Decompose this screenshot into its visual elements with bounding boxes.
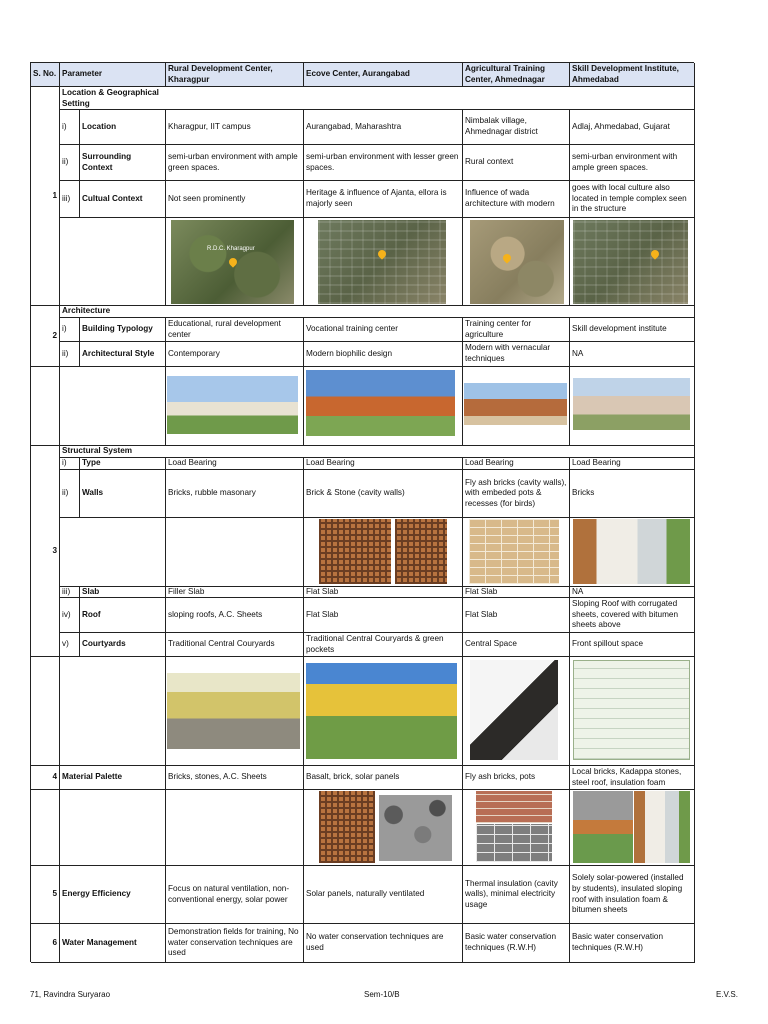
image-cell — [304, 657, 463, 766]
image-cell — [570, 657, 695, 766]
site-map-ahmedabad — [573, 220, 688, 304]
wall-photo-ahmedabad — [573, 519, 690, 584]
row-value: Fly ash bricks (cavity walls), with embeded pots & recesses (for birds) — [463, 470, 570, 518]
row-value: Basic water conservation techniques (R.W.H) — [463, 924, 570, 963]
image-cell — [166, 790, 304, 866]
header-parameter: Parameter — [60, 63, 166, 87]
footer-subject: E.V.S. — [716, 990, 738, 999]
row-index: ii) — [60, 470, 80, 518]
row-index: ii) — [60, 145, 80, 181]
site-map-aurangabad — [318, 220, 446, 304]
material-photo-fly-ash-bricks — [476, 791, 552, 823]
image-cell — [166, 367, 304, 446]
header-sno: S. No. — [31, 63, 60, 87]
row-value: Educational, rural development center — [166, 318, 304, 342]
row-value: Flat Slab — [304, 598, 463, 633]
image-row-spacer — [31, 367, 60, 446]
header-case-3: Agricultural Training Center, Ahmednagar — [463, 63, 570, 87]
row-value: Skill development institute — [570, 318, 695, 342]
row-value: Aurangabad, Maharashtra — [304, 110, 463, 145]
map-pin-icon — [376, 248, 387, 259]
section-3-title-filler — [166, 446, 695, 458]
row-index: ii) — [60, 342, 80, 367]
section-4-number: 4 — [31, 766, 60, 790]
row-label: Architectural Style — [80, 342, 166, 367]
row-value: Demonstration fields for training, No water conservation techniques are used — [166, 924, 304, 963]
row-value: Central Space — [463, 633, 570, 657]
row-value: Contemporary — [166, 342, 304, 367]
courtyard-photo-kharagpur — [167, 673, 300, 749]
row-index: i) — [60, 110, 80, 145]
image-cell — [463, 518, 570, 587]
row-value: Kharagpur, IIT campus — [166, 110, 304, 145]
image-cell — [304, 790, 463, 866]
section-2-title-filler — [166, 306, 695, 318]
row-value: Thermal insulation (cavity walls), minimal electricity usage — [463, 866, 570, 924]
row-index: iii) — [60, 587, 80, 598]
row-label: Material Palette — [60, 766, 166, 790]
row-label: Roof — [80, 598, 166, 633]
section-2-title: Architecture — [60, 306, 166, 318]
row-value: Front spillout space — [570, 633, 695, 657]
material-photo-brick-screen — [319, 791, 375, 863]
building-photo-aurangabad — [306, 370, 455, 436]
row-value: Sloping Roof with corrugated sheets, covered with bitumen sheets above — [570, 598, 695, 633]
row-value: Load Bearing — [166, 458, 304, 470]
image-row-spacer — [60, 657, 166, 766]
row-value: Influence of wada architecture with modern — [463, 181, 570, 218]
row-index: iii) — [60, 181, 80, 218]
row-value: Adlaj, Ahmedabad, Gujarat — [570, 110, 695, 145]
image-cell — [166, 657, 304, 766]
section-5-number: 5 — [31, 866, 60, 924]
section-3-title: Structural System — [60, 446, 166, 458]
row-value: Filler Slab — [166, 587, 304, 598]
row-value: Bricks — [570, 470, 695, 518]
row-label: Energy Efficiency — [60, 866, 166, 924]
row-value: NA — [570, 342, 695, 367]
row-value: Flat Slab — [304, 587, 463, 598]
section-1-title-filler — [166, 87, 695, 110]
image-cell — [570, 218, 695, 306]
row-value: Load Bearing — [304, 458, 463, 470]
row-label: Surrounding Context — [80, 145, 166, 181]
courtyard-photo-aurangabad — [306, 663, 457, 759]
map-pin-icon — [227, 256, 238, 267]
row-label: Slab — [80, 587, 166, 598]
image-cell — [463, 367, 570, 446]
row-value: Solely solar-powered (installed by students), insulated sloping roof with insulation foam & bitumen sheets — [570, 866, 695, 924]
image-cell — [570, 790, 695, 866]
site-map-kharagpur — [171, 220, 294, 304]
row-label: Building Typology — [80, 318, 166, 342]
row-value: Load Bearing — [570, 458, 695, 470]
material-photo-steel-roof — [573, 791, 633, 863]
image-row-spacer — [60, 790, 166, 866]
row-value: semi-urban environment with lesser green spaces. — [304, 145, 463, 181]
row-value: Modern biophilic design — [304, 342, 463, 367]
row-value: Brick & Stone (cavity walls) — [304, 470, 463, 518]
image-row-spacer — [31, 790, 60, 866]
image-cell — [570, 518, 695, 587]
row-value: Flat Slab — [463, 587, 570, 598]
building-photo-ahmedabad — [573, 378, 690, 430]
material-photo-pots-wall — [476, 824, 552, 862]
row-value: Focus on natural ventilation, non-conventional energy, solar power — [166, 866, 304, 924]
material-photo-corridor — [634, 791, 690, 863]
header-case-1: Rural Development Center, Kharagpur — [166, 63, 304, 87]
image-row-spacer — [60, 367, 166, 446]
row-index: v) — [60, 633, 80, 657]
row-value: Not seen prominently — [166, 181, 304, 218]
row-value: Fly ash bricks, pots — [463, 766, 570, 790]
image-cell — [304, 367, 463, 446]
image-cell — [463, 790, 570, 866]
image-cell — [463, 657, 570, 766]
row-value: Vocational training center — [304, 318, 463, 342]
row-label: Courtyards — [80, 633, 166, 657]
image-row-spacer — [60, 518, 166, 587]
row-label: Water Management — [60, 924, 166, 963]
building-photo-ahmednagar — [464, 383, 567, 425]
image-cell — [304, 218, 463, 306]
row-value: goes with local culture also located in temple complex seen in the structure — [570, 181, 695, 218]
row-label: Type — [80, 458, 166, 470]
row-value: sloping roofs, A.C. Sheets — [166, 598, 304, 633]
row-index: i) — [60, 458, 80, 470]
row-value: semi-urban environment with ample green spaces. — [570, 145, 695, 181]
row-label: Location — [80, 110, 166, 145]
image-cell — [166, 518, 304, 587]
row-value: Solar panels, naturally ventilated — [304, 866, 463, 924]
row-label: Cultual Context — [80, 181, 166, 218]
building-photo-kharagpur — [167, 376, 298, 434]
section-1-number: 1 — [31, 87, 60, 306]
header-case-4: Skill Development Institute, Ahmedabad — [570, 63, 695, 87]
footer-semester: Sem-10/B — [364, 990, 400, 999]
wall-photo-ahmednagar — [469, 519, 559, 584]
image-cell — [463, 218, 570, 306]
image-row-spacer — [60, 218, 166, 306]
row-value: Local bricks, Kadappa stones, steel roof, insulation foam — [570, 766, 695, 790]
courtyard-render-ahmednagar — [470, 660, 558, 760]
material-photo-basalt — [379, 795, 452, 861]
row-value: Bricks, rubble masonary — [166, 470, 304, 518]
row-value: No water conservation techniques are used — [304, 924, 463, 963]
footer-author: 71, Ravindra Suryarao — [30, 990, 111, 999]
map-label: R.D.C. Kharagpur — [207, 246, 255, 252]
row-value: Bricks, stones, A.C. Sheets — [166, 766, 304, 790]
section-2-number: 2 — [31, 306, 60, 367]
row-value: Basic water conservation techniques (R.W.H) — [570, 924, 695, 963]
row-label: Walls — [80, 470, 166, 518]
row-value: Load Bearing — [463, 458, 570, 470]
row-value: Nimbalak village, Ahmednagar district — [463, 110, 570, 145]
image-cell — [570, 367, 695, 446]
row-value: Rural context — [463, 145, 570, 181]
image-cell — [166, 218, 304, 306]
image-cell — [304, 518, 463, 587]
header-case-2: Ecove Center, Aurangabad — [304, 63, 463, 87]
wall-photo-aurangabad-b — [395, 519, 447, 584]
row-value: Modern with vernacular techniques — [463, 342, 570, 367]
wall-photo-aurangabad-a — [319, 519, 391, 584]
row-value: Flat Slab — [463, 598, 570, 633]
row-value: Traditional Central Couryards & green pockets — [304, 633, 463, 657]
section-1-title: Location & Geographical Setting — [60, 87, 166, 110]
map-pin-icon — [501, 252, 512, 263]
row-value: Training center for agriculture — [463, 318, 570, 342]
map-pin-icon — [649, 248, 660, 259]
row-value: Traditional Central Couryards — [166, 633, 304, 657]
comparison-table — [30, 62, 694, 962]
site-map-ahmednagar — [470, 220, 564, 304]
image-row-spacer — [31, 657, 60, 766]
section-6-number: 6 — [31, 924, 60, 963]
row-value: semi-urban environment with ample green spaces. — [166, 145, 304, 181]
row-value: Basalt, brick, solar panels — [304, 766, 463, 790]
row-value: NA — [570, 587, 695, 598]
row-value: Heritage & influence of Ajanta, ellora is majorly seen — [304, 181, 463, 218]
section-3-number: 3 — [31, 446, 60, 657]
row-index: iv) — [60, 598, 80, 633]
site-plan-ahmedabad — [573, 660, 690, 760]
row-index: i) — [60, 318, 80, 342]
